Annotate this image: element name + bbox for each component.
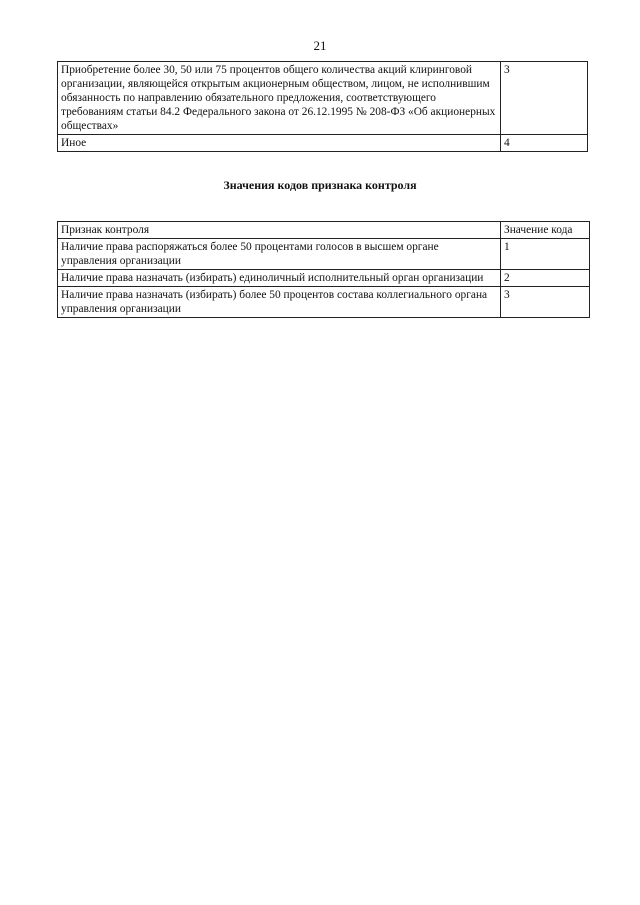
- row-code: 1: [501, 239, 590, 270]
- table-row: [58, 135, 588, 152]
- row-code: 3: [501, 62, 588, 135]
- table-row: [58, 239, 590, 270]
- row-description: Наличие права распоряжаться более 50 процентами голосов в высшем органе управления организации: [58, 239, 501, 270]
- table-row: [58, 270, 590, 287]
- reasons-table: [57, 61, 588, 152]
- row-code: 4: [501, 135, 588, 152]
- header-code-value: Значение кода: [501, 222, 590, 239]
- header-control-sign: Признак контроля: [58, 222, 501, 239]
- row-code: 3: [501, 287, 590, 318]
- row-description: Наличие права назначать (избирать) более 50 процентов состава коллегиального органа управления организации: [58, 287, 501, 318]
- page-number: 21: [313, 38, 327, 53]
- section-title: Значения кодов признака контроля: [223, 178, 417, 192]
- table-row: [58, 287, 590, 318]
- row-code: 2: [501, 270, 590, 287]
- control-codes-table: [57, 221, 590, 318]
- row-description: Приобретение более 30, 50 или 75 процентов общего количества акций клиринговой организации, являющейся открытым акционерным обществом, лицом, не исполнившим обязанность по направлению обязательного предложения, соответствующего требованиям статьи 84.2 Федерального закона от 26.12.1995 № 208-ФЗ «Об акционерных обществах»: [58, 62, 501, 135]
- row-description: Иное: [58, 135, 501, 152]
- table-row: [58, 62, 588, 135]
- row-description: Наличие права назначать (избирать) единоличный исполнительный орган организации: [58, 270, 501, 287]
- table-header-row: [58, 222, 590, 239]
